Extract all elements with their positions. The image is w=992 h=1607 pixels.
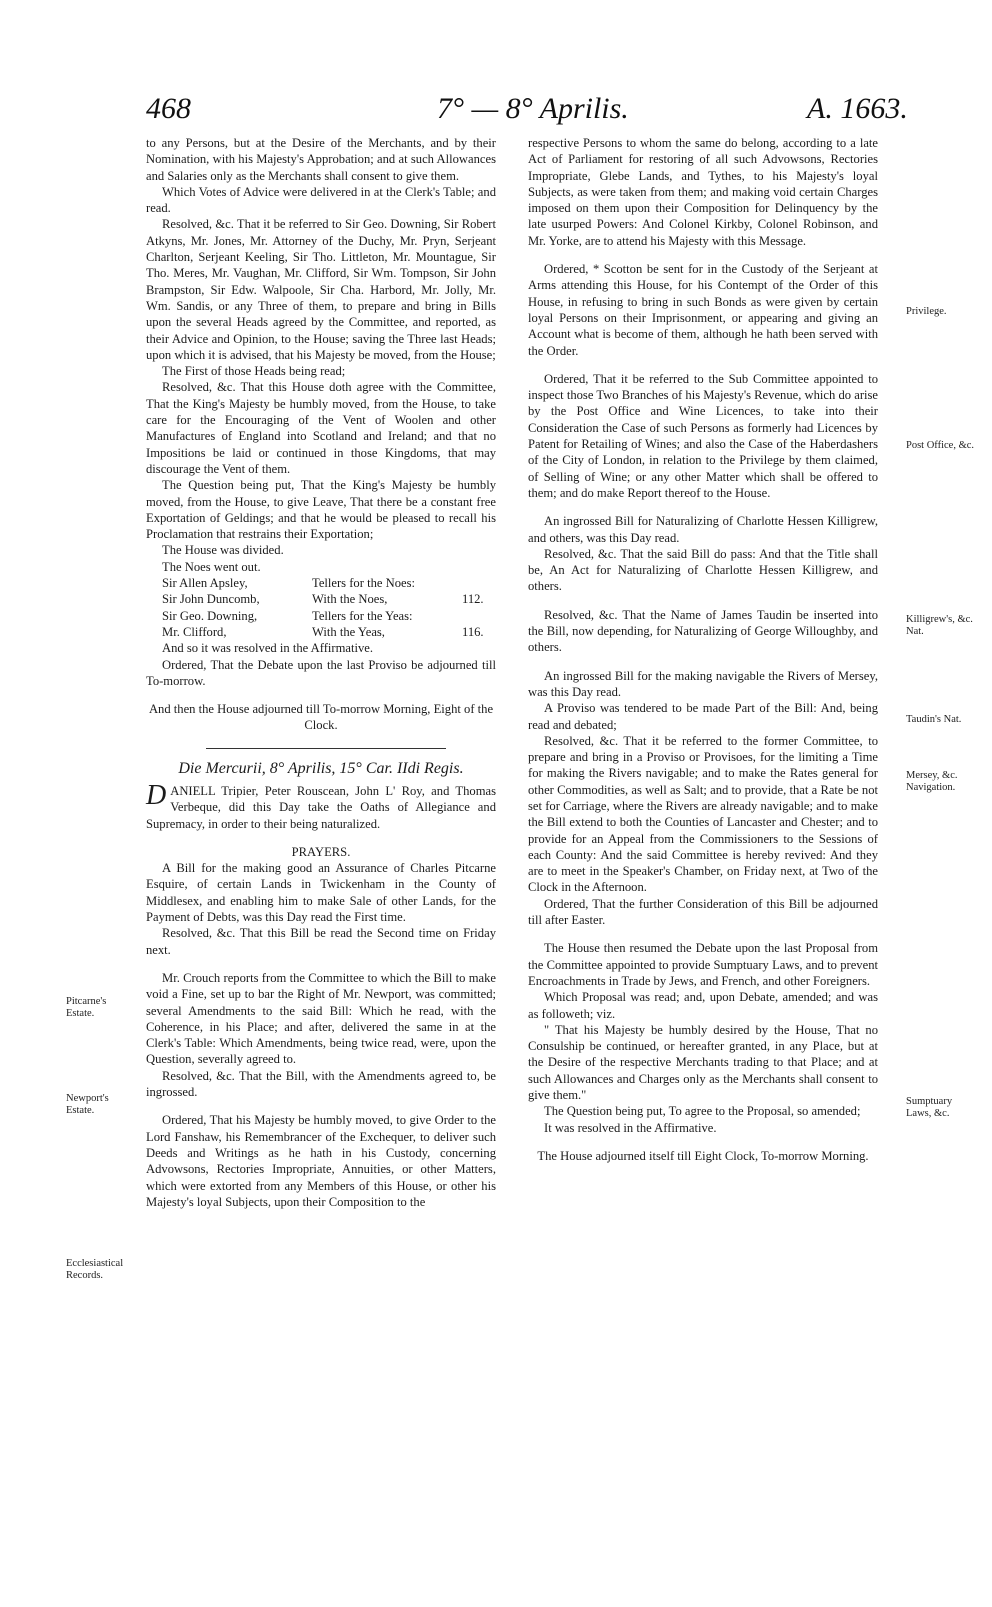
paragraph: Ordered, That the further Consideration of this Bill be adjourned till after Easter. (528, 896, 878, 928)
margin-note: Newport's Estate. (66, 1093, 109, 1116)
paragraph: Resolved, &c. That the Bill, with the Amendments agreed to, be ingrossed. (146, 1068, 496, 1100)
adjournment: And then the House adjourned till To-morrow Morning, Eight of the Clock. (148, 702, 494, 733)
margin-note: Pitcarne's Estate. (66, 996, 107, 1019)
paragraph: The House was divided. (162, 543, 284, 558)
margin-note: Privilege. (906, 306, 947, 317)
divider (206, 748, 446, 749)
left-column (146, 135, 496, 1210)
paragraph: And so it was resolved in the Affirmative. (162, 641, 374, 656)
drop-cap: D (146, 779, 167, 811)
margin-note: Taudin's Nat. (906, 714, 962, 725)
paragraph: respective Persons to whom the same do belong, according to a late Act of Parliament for restoring of all such Advowsons, Rectories Impropriate, Glebe Lands, and Tythes, to his Majesty's loyal Subjects, as were taken from them; and making void certain Charges imposed on them upon their Composition for Delinquency by the late usurped Powers: And Colonel Kirkby, Colonel Robinson, and Mr. Yorke, are to attend his Majesty with this Message. (528, 136, 878, 248)
paragraph: The Question being put, To agree to the Proposal, so amended; (544, 1104, 861, 1119)
naturalization-paragraph: DANIELL Tripier, Peter Rouscean, John L' Roy, and Thomas Verbeque, did this Day take the Oaths of Allegiance and Supremacy, in order to their being naturalized. (146, 779, 496, 831)
margin-note: Mersey, &c. Navigation. (906, 770, 958, 793)
margin-note: Sumptuary Laws, &c. (906, 1096, 953, 1119)
margin-note: Post Office, &c. (906, 440, 975, 451)
page-date: 7° — 8° Aprilis. (437, 92, 629, 125)
paragraph: Ordered, That his Majesty be humbly moved, to give Order to the Lord Fanshaw, his Remembrancer of the Exchequer, to deliver such Deeds and Writings as he hath in his Custody, concerning Advowsons, Rectories Impropriate, Annuities, or other Matters, which were extorted from any Members of this House, or other his Majesty's loyal Subjects, upon their Composition to the (146, 1113, 496, 1209)
paragraph: The Question being put, That the King's Majesty be humbly moved, from the House, to give Leave, That there be a constant free Exportation of Geldings; and that he would be pleased to recall his Proclamation that restrains their Exportation; (146, 478, 496, 542)
day-heading: Die Mercurii, 8° Aprilis, 15° Car. IIdi Regis. (178, 759, 464, 777)
paragraph: The First of those Heads being read; (162, 364, 346, 379)
paragraph: The House then resumed the Debate upon the last Proposal from the Committee appointed to provide Sumptuary Laws, and to prevent Encroachments in Trade by Jews, and French, and other Foreigners. (528, 941, 878, 988)
paragraph: Resolved, &c. That this House doth agree with the Committee, That the King's Majesty be humbly moved, from the House, to take care for the Encouraging of the Vent of Woolen and other Manufactures of England into Scotland and Ireland; and that no Impositions be laid or continued in those Kingdoms, that may discourage the Vent of them. (146, 380, 496, 476)
paragraph: A Bill for the making good an Assurance of Charles Pitcarne Esquire, of certain Lands in Twickenham in the County of Middlesex, and enabling him to make Sale of other Lands, for the Payment of Debts, was this Day read the First time. (146, 861, 496, 925)
paragraph: Which Proposal was read; and, upon Debate, amended; and was as followeth; viz. (528, 990, 878, 1021)
paragraph: Resolved, &c. That the Name of James Taudin be inserted into the Bill, now depending, for Naturalizing of George Willoughby, and others. (528, 607, 878, 655)
paragraph: A Proviso was tendered to be made Part of the Bill: And, being read and debated; (528, 701, 878, 732)
paragraph: It was resolved in the Affirmative. (544, 1120, 717, 1135)
paragraph: An ingrossed Bill for the making navigable the Rivers of Mersey, was this Day read. (528, 668, 878, 699)
paragraph: Ordered, That the Debate upon the last Proviso be adjourned till To-morrow. (146, 657, 496, 688)
paragraph: Ordered, That it be referred to the Sub Committee appointed to inspect those Two Branches of his Majesty's Revenue, which do arise by the Post Office and Wine Licences, to take into their Consideration the Case of such Persons as formerly had Licences by Patent for Retailing of Wines; and also the Case of the Haberdashers of the City of London, in relation to the Privilege by them claimed, of Selling of Wine; or any other Matter which shall be offered to them; and do make Report thereof to the House. (528, 371, 878, 500)
paragraph: Ordered, * Scotton be sent for in the Custody of the Serjeant at Arms attending this House, for his Contempt of the Order of this House, in refusing to bring in such Bonds as were given by certain loyal Persons on their Imprisonment, or appearing and giving an Account what is become of them, although he hath been served with the Order. (528, 262, 878, 358)
page-number: 468 (146, 92, 191, 125)
margin-note: Ecclesiastical Records. (66, 1258, 124, 1281)
paragraph: Resolved, &c. That it be referred to Sir Geo. Downing, Sir Robert Atkyns, Mr. Jones, Mr. Attorney of the Duchy, Mr. Pryn, Serjeant Charlton, Serjeant Keeling, Sir Tho. Littleton, Mr. Mountague, Sir Tho. Meres, Mr. Vaughan, Mr. Clifford, Sir Wm. Tompson, Sir John Brampston, Sir Edw. Walpoole, Sir Cha. Harbord, Mr. Jolly, Mr. Wm. Sandis, or any Three of them, to prepare and bring in Bills upon the several Heads agreed by the Committee, and reported, as their Advice and Opinion, to the House; saving the Three last Heads; upon which it is advised, that his Majesty be moved, from the House; (146, 217, 496, 362)
prayers: PRAYERS. (291, 844, 351, 859)
paragraph: The Noes went out. (162, 559, 261, 574)
paragraph: Resolved, &c. That the said Bill do pass: And that the Title shall be, An Act for Naturalizing of Charlotte Hessen Killigrew, and others. (528, 546, 878, 594)
paragraph: " That his Majesty be humbly desired by the House, That no Consulship be continued, or hereafter granted, in any Place, but at the Desire of the respective Merchants trading to that Place; and at such Allowances and Charges only as the Merchants shall consent to give them." (528, 1022, 878, 1103)
margin-note: Killigrew's, &c. Nat. (906, 614, 973, 637)
paragraph: Which Votes of Advice were delivered in at the Clerk's Table; and read. (146, 184, 496, 216)
tellers-block (146, 575, 496, 640)
teller-row: Sir John Duncomb, With the Noes, 112. (162, 592, 484, 607)
paragraph: Mr. Crouch reports from the Committee to which the Bill to make void a Fine, set up to bar the Right of Mr. Newport, was committed; several Amendments to the said Bill: Which he read, with the Coherence, in his Place; and after, delivered the same in at the Clerk's Table: Which Amendments, being twice read, were, upon the Question, severally agreed to. (146, 970, 496, 1067)
teller-row: Sir Allen Apsley, Tellers for the Noes: (162, 576, 415, 591)
teller-row: Sir Geo. Downing, Tellers for the Yeas: (162, 608, 413, 623)
page-year: A. 1663. (807, 92, 908, 125)
teller-row: Mr. Clifford, With the Yeas, 116. (162, 624, 484, 639)
adjournment: The House adjourned itself till Eight Clock, To-morrow Morning. (537, 1148, 869, 1163)
right-column (528, 135, 878, 1164)
paragraph: An ingrossed Bill for Naturalizing of Charlotte Hessen Killigrew, and others, was this Day read. (528, 514, 878, 545)
paragraph: Resolved, &c. That this Bill be read the Second time on Friday next. (146, 926, 496, 957)
paragraph: to any Persons, but at the Desire of the Merchants, and by their Nomination, with his Majesty's Approbation; and at such Allowances and Salaries only as the Merchants shall consent to give them. (146, 136, 496, 183)
paragraph: Resolved, &c. That it be referred to the former Committee, to prepare and bring in a Proviso or Provisoes, for the limiting a Time for making the Rivers navigable; and to make the Rates general for other Commodities, as well as Salt; and to provide, that a Rate be not set for Carriage, where the Rivers are already navigable; and to make the Bill extend to both the Counties of Lancaster and Chester; and to provide for an Appeal from the Commissioners to the Sessions of each County: And the said Committee is hereby revived: And they are to meet in the Speaker's Chamber, on Friday next, at Two of the Clock in the Afternoon. (528, 733, 878, 895)
